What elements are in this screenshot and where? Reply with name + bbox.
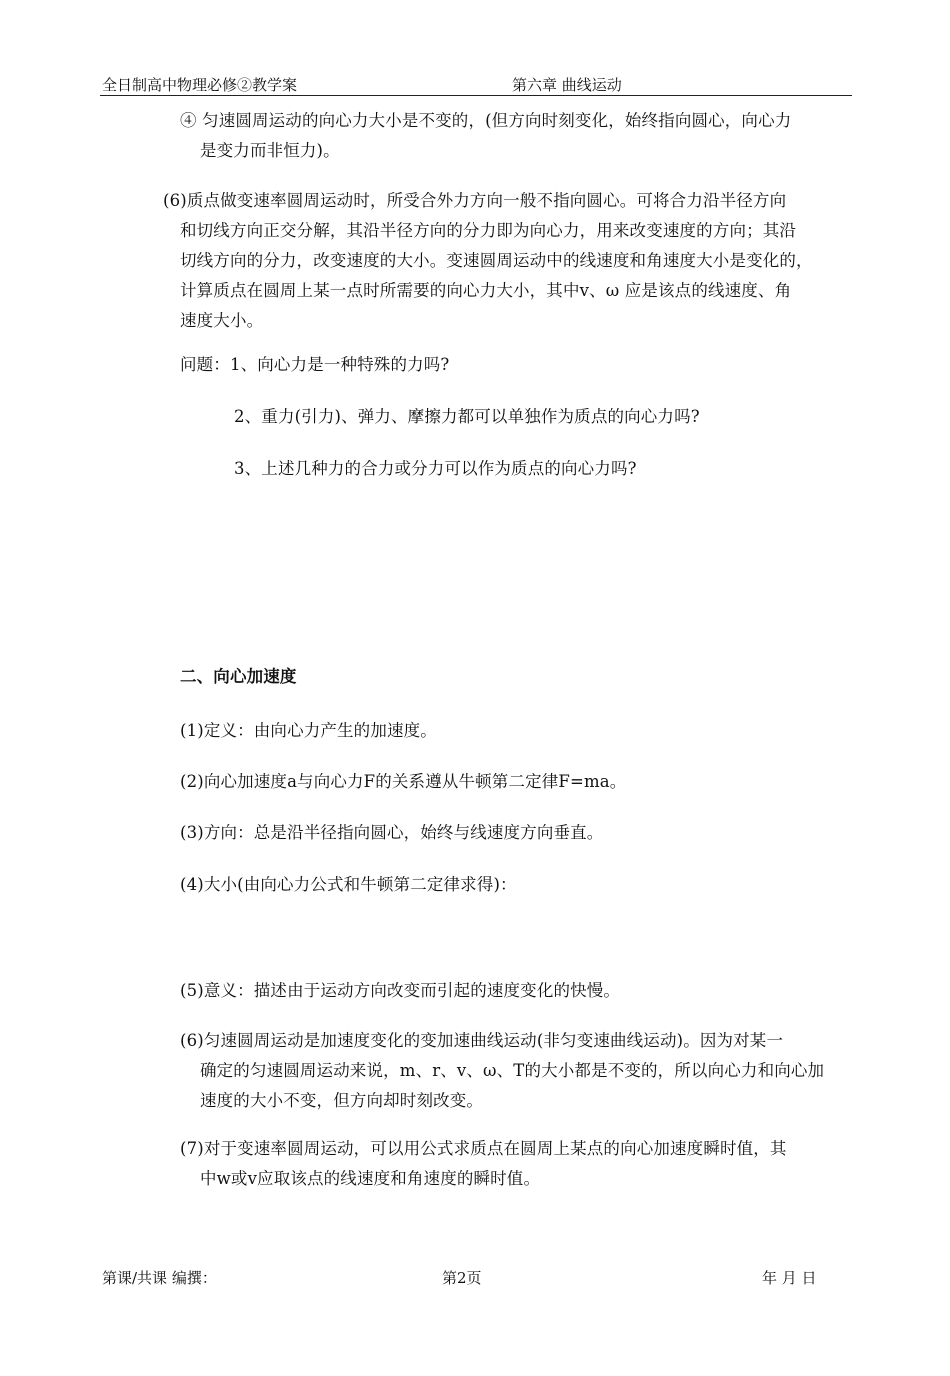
item-definition: (1)定义：由向心力产生的加速度。 [180, 721, 437, 740]
footer-lesson-info: 第课/共课 编撰： [102, 1269, 217, 1287]
item-direction: (3)方向：总是沿半径指向圆心，始终与线速度方向垂直。 [180, 823, 604, 842]
header-course-title: 全日制高中物理必修②教学案 [102, 76, 298, 94]
item4-line1: ④ 匀速圆周运动的向心力大小是不变的，(但方向时刻变化，始终指向圆心，向心力 [180, 111, 792, 130]
item6b-line3: 速度的大小不变，但方向却时刻改变。 [200, 1091, 484, 1110]
item6b-line1: (6)匀速圆周运动是加速度变化的变加速曲线运动(非匀变速曲线运动)。因为对某一 [180, 1031, 784, 1050]
item6b-line2: 确定的匀速圆周运动来说，m、r、v、ω、T的大小都是不变的，所以向心力和向心加 [200, 1061, 825, 1080]
item-magnitude: (4)大小(由向心力公式和牛顿第二定律求得)： [180, 875, 517, 894]
item6-line1: (6)质点做变速率圆周运动时，所受合外力方向一般不指向圆心。可将合力沿半径方向 [163, 191, 787, 210]
section-title: 二、向心加速度 [180, 667, 297, 686]
footer-date: 年 月 日 [762, 1269, 817, 1287]
item6-line3: 切线方向的分力，改变速度的大小。变速圆周运动中的线速度和角速度大小是变化的， [180, 251, 813, 270]
question-3: 3、上述几种力的合力或分力可以作为质点的向心力吗? [234, 459, 637, 478]
header-divider [100, 95, 852, 96]
item6-line4: 计算质点在圆周上某一点时所需要的向心力大小，其中v、ω 应是该点的线速度、角 [180, 281, 792, 300]
item7-line1: (7)对于变速率圆周运动，可以用公式求质点在圆周上某点的向心加速度瞬时值，其 [180, 1139, 787, 1158]
header-chapter-title: 第六章 曲线运动 [512, 76, 622, 94]
item6-line2: 和切线方向正交分解，其沿半径方向的分力即为向心力，用来改变速度的方向；其沿 [180, 221, 797, 240]
question-2: 2、重力(引力)、弹力、摩擦力都可以单独作为质点的向心力吗? [234, 407, 700, 426]
item4-line2: 是变力而非恒力)。 [200, 141, 340, 160]
footer-page-number: 第2页 [442, 1269, 482, 1287]
item-meaning: (5)意义：描述由于运动方向改变而引起的速度变化的快慢。 [180, 981, 621, 1000]
question-1: 问题：1、向心力是一种特殊的力吗? [180, 355, 450, 374]
item7-line2: 中w或v应取该点的线速度和角速度的瞬时值。 [200, 1169, 541, 1188]
item6-line5: 速度大小。 [180, 311, 264, 330]
item-relation: (2)向心加速度a与向心力F的关系遵从牛顿第二定律F=ma。 [180, 772, 627, 791]
